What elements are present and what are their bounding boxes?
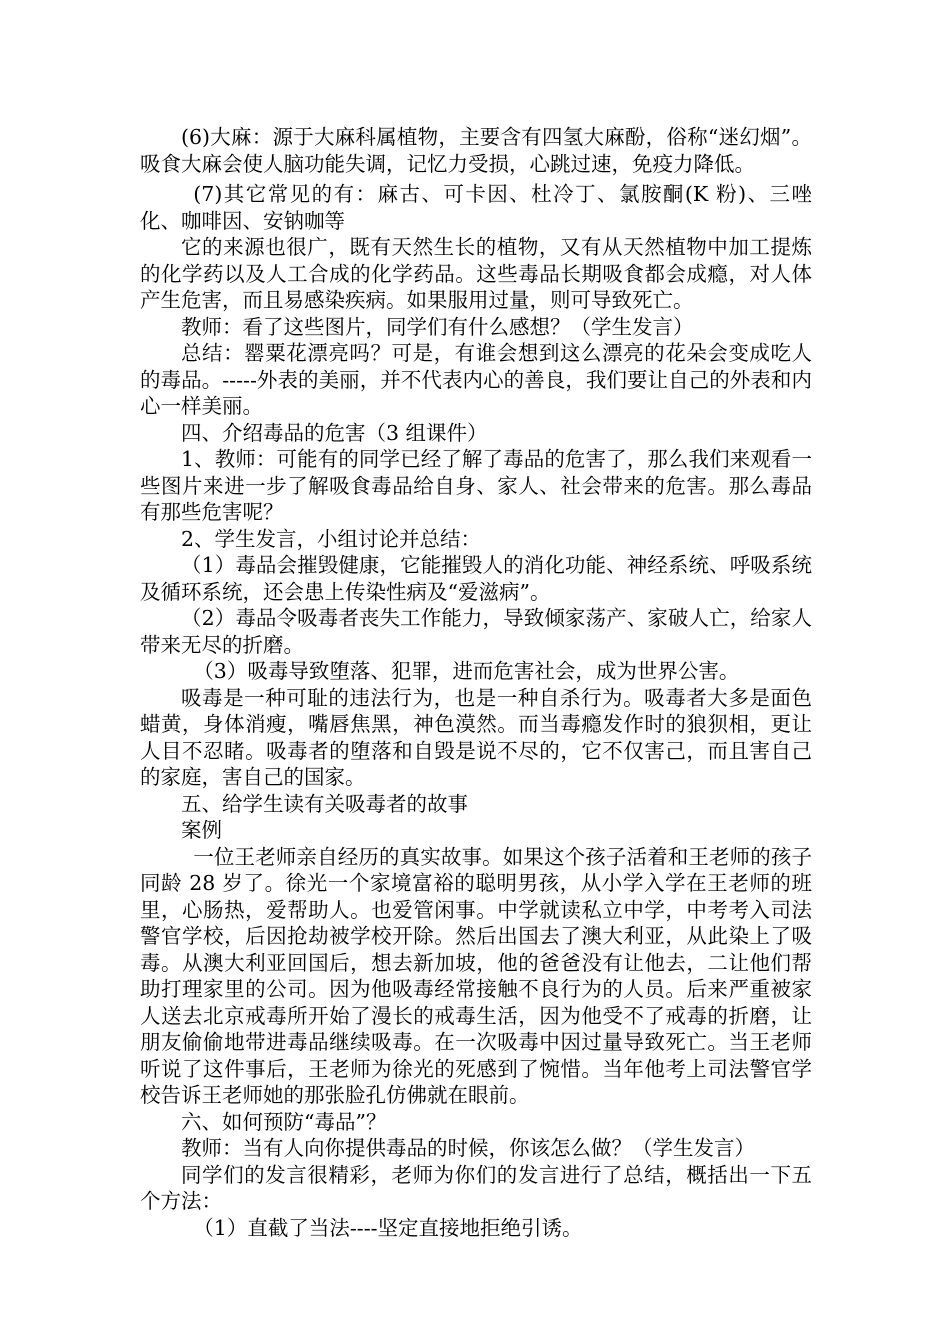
paragraph-student-discussion: 2、学生发言，小组讨论并总结： [181,526,482,551]
section-heading-story: 五、给学生读有关吸毒者的故事 [181,791,468,816]
paragraph-summary: 总结：罂粟花漂亮吗？可是，有谁会想到这么漂亮的花朵会变成吃人的毒品。-----外表的美丽，并不代表内心的善良，我们要让自己的外表和内心一样美丽。 [140,341,812,418]
paragraph-sources: 它的来源也很广，既有天然生长的植物，又有从天然植物中加工提炼的化学药以及人工合成的化学药品。这些毒品长期吸食都会成瘾，对人体产生危害，而且易感染疾病。如果服用过量，则可导致死亡。 [140,235,812,312]
section-heading-prevention: 六、如何预防“毒品”？ [181,1109,387,1134]
paragraph-cannabis: (6)大麻：源于大麻科属植物，主要含有四氢大麻酚，俗称“迷幻烟”。吸食大麻会使人脑功能失调，记忆力受损，心跳过速，免疫力降低。 [140,125,812,176]
paragraph-other-drugs: (7)其它常见的有：麻古、可卡因、杜冷丁、氯胺酮(K 粉)、三唑化、咖啡因、安钠咖等 [140,182,812,233]
paragraph-drug-use: 吸毒是一种可耻的违法行为，也是一种自杀行为。吸毒者大多是面色蜡黄，身体消瘦，嘴唇焦黑，神色漠然。而当毒瘾发作时的狼狈相，更让人目不忍睹。吸毒者的堕落和自毁是说不尽的，它不仅害己，而且害自己的家庭，害自己的国家。 [140,685,812,789]
paragraph-teacher-harms: 1、教师：可能有的同学已经了解了毒品的危害了，那么我们来观看一些图片来进一步了解吸食毒品给自身、家人、社会带来的危害。那么毒品有那些危害呢？ [140,447,812,524]
list-item-method-1: （1）直截了当法----坚定直接地拒绝引诱。 [193,1215,583,1240]
list-item-harm-3: （3）吸毒导致堕落、犯罪，进而危害社会，成为世界公害。 [193,659,740,683]
paragraph-teacher-prevention: 教师：当有人向你提供毒品的时候，你该怎么做？（学生发言） [181,1136,755,1160]
list-item-harm-1: （1）毒品会摧毁健康，它能摧毁人的消化功能、神经系统、呼吸系统及循环系统，还会患上传染性病及“爱滋病”。 [140,553,812,604]
paragraph-teacher-question: 教师：看了这些图片，同学们有什么感想？（学生发言） [181,314,694,339]
paragraph-case-story: 一位王老师亲自经历的真实故事。如果这个孩子活着和王老师的孩子同龄 28 岁了。徐光一个家境富裕的聪明男孩，从小学入学在王老师的班里，心肠热，爱帮助人。也爱管闲事。中学就读私立中学，中考考入司法警官学校，后因抢劫被学校开除。然后出国去了澳大利亚，从此染上了吸毒。从澳大利亚回国后，想去新加坡，他的爸爸没有让他去，二让他们帮助打理家里的公司。因为他吸毒经常接触不良行为的人员。后来严重被家人送去北京戒毒所开始了漫长的戒毒生活，因为他受不了戒毒的折磨，让朋友偷偷地带进毒品继续吸毒。在一次吸毒中因过量导致死亡。当王老师听说了这件事后，王老师为徐光的死感到了惋惜。当年他考上司法警官学校告诉王老师她的那张脸孔仿佛就在眼前。 [140,844,812,1107]
label-case: 案例 [181,818,222,842]
list-item-harm-2: （2）毒品令吸毒者丧失工作能力，导致倾家荡产、家破人亡，给家人带来无尽的折磨。 [140,606,812,657]
paragraph-methods-intro: 同学们的发言很精彩，老师为你们的发言进行了总结，概括出一下五个方法： [140,1162,812,1213]
document-body [140,124,812,1241]
section-heading-harms: 四、介绍毒品的危害（3 组课件） [181,420,488,445]
